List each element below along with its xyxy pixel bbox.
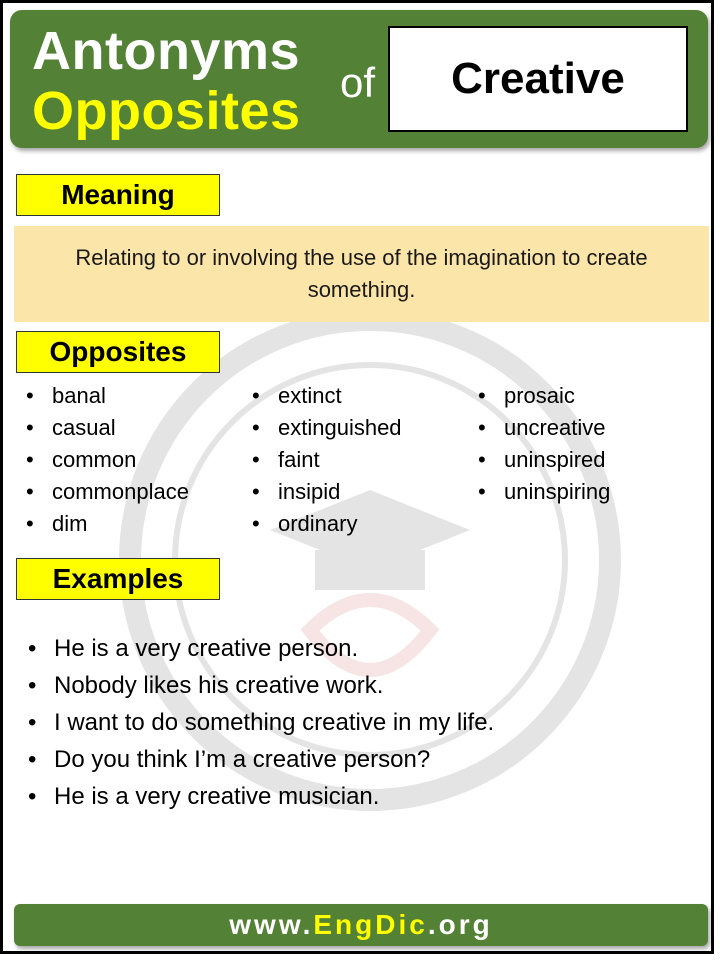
example-sentence: • Nobody likes his creative work. <box>24 667 494 704</box>
examples-list <box>24 630 494 815</box>
opposite-word: • extinct <box>246 380 402 412</box>
opposite-word: • faint <box>246 444 402 476</box>
opposite-word: • insipid <box>246 476 402 508</box>
opposite-word: • commonplace <box>20 476 189 508</box>
opposite-word: • uninspired <box>472 444 610 476</box>
opposite-word: • ordinary <box>246 508 402 540</box>
example-sentence: • He is a very creative musician. <box>24 778 494 815</box>
example-sentence: • I want to do something creative in my life. <box>24 704 494 741</box>
title-antonyms: Antonyms <box>32 21 301 81</box>
meaning-label: Meaning <box>16 174 220 216</box>
footer-prefix: www. <box>229 909 314 940</box>
footer-brand: EngDic <box>313 909 428 940</box>
examples-label: Examples <box>16 558 220 600</box>
opposite-word: • prosaic <box>472 380 610 412</box>
meaning-text: Relating to or involving the use of the imagination to create something. <box>14 226 709 322</box>
opposite-word: • extinguished <box>246 412 402 444</box>
opposites-column-1 <box>20 380 189 540</box>
opposite-word: • casual <box>20 412 189 444</box>
opposite-word: • uninspiring <box>472 476 610 508</box>
title-opposites: Opposites <box>32 81 301 141</box>
example-sentence: • He is a very creative person. <box>24 630 494 667</box>
opposites-column-3 <box>472 380 610 508</box>
opposite-word: • dim <box>20 508 189 540</box>
opposite-word: • uncreative <box>472 412 610 444</box>
footer-banner <box>14 904 708 946</box>
opposite-word: • common <box>20 444 189 476</box>
example-sentence: • Do you think I’m a creative person? <box>24 741 494 778</box>
title-banner <box>10 10 708 148</box>
opposite-word: • banal <box>20 380 189 412</box>
opposites-label: Opposites <box>16 331 220 373</box>
footer-suffix: .org <box>427 909 493 940</box>
title-of: of <box>340 59 376 106</box>
headword-box: Creative <box>388 26 688 132</box>
opposites-column-2 <box>246 380 402 540</box>
